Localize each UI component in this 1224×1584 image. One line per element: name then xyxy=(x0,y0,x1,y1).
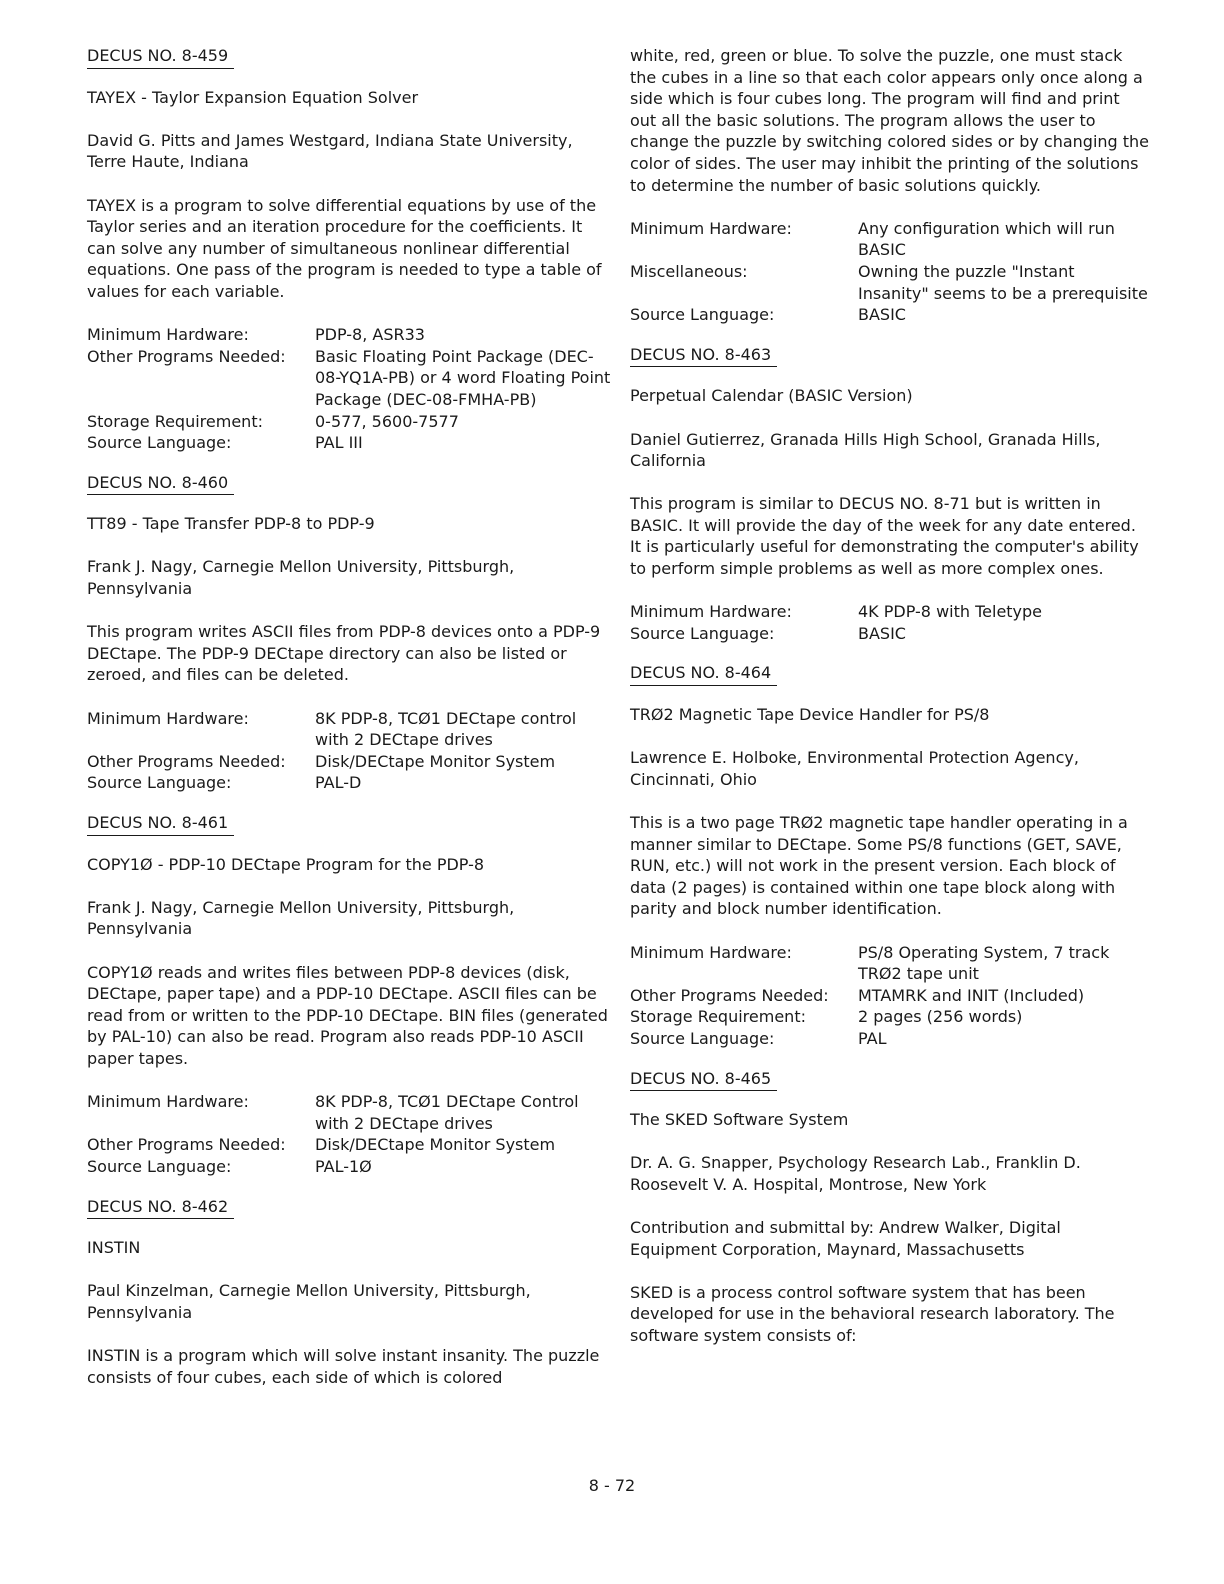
spec-value: PDP-8, ASR33 xyxy=(315,325,425,345)
entry-author: Paul Kinzelman, Carnegie Mellon University, Pittsburgh, Pennsylvania xyxy=(87,1281,531,1322)
spec-row xyxy=(87,432,612,454)
page-number: 8 - 72 xyxy=(588,1476,636,1495)
spec-row xyxy=(87,1134,612,1156)
spec-row xyxy=(630,601,1042,623)
entry-8-464 xyxy=(630,662,1150,1049)
spec-value: BASIC xyxy=(858,623,906,643)
spec-key: Other Programs Needed: xyxy=(87,751,286,771)
spec-value: PAL-D xyxy=(315,773,362,793)
spec-table xyxy=(87,708,612,794)
spec-table xyxy=(630,218,1150,326)
entry-8-460 xyxy=(87,472,612,794)
spec-row xyxy=(87,324,612,346)
entry-description: This program writes ASCII files from PDP-8 devices onto a PDP-9 DECtape. The PDP-9 DECtape directory can also be listed or zeroed, and files can be deleted. xyxy=(87,622,601,685)
entry-description: This program is similar to DECUS NO. 8-71 but is written in BASIC. It will provide the day of the week for any date entered. It is particularly useful for demonstrating the computer's ability to perform simple problems as well as more complex ones. xyxy=(630,494,1139,579)
entry-8-462-continued xyxy=(630,45,1150,326)
entry-author: Dr. A. G. Snapper, Psychology Research Lab., Franklin D. Roosevelt V. A. Hospital, Montrose, New York xyxy=(630,1153,1081,1194)
spec-key: Minimum Hardware: xyxy=(630,602,792,622)
spec-key: Minimum Hardware: xyxy=(630,942,792,962)
spec-value: 0-577, 5600-7577 xyxy=(315,411,459,431)
right-column xyxy=(630,45,1150,1347)
entry-description: TAYEX is a program to solve differential equations by use of the Taylor series and an iteration procedure for the coefficients. It can solve any number of simultaneous nonlinear differential equations. One pass of the program is needed to type a table of values for each variable. xyxy=(87,195,602,301)
spec-key: Miscellaneous: xyxy=(630,261,748,281)
entry-8-463 xyxy=(630,344,1150,645)
entry-title: INSTIN xyxy=(87,1238,141,1258)
entry-heading: DECUS NO. 8-460 xyxy=(87,472,234,496)
entry-contribution: Contribution and submittal by: Andrew Walker, Digital Equipment Corporation, Maynard, Massachusetts xyxy=(630,1218,1061,1259)
entry-description: COPY1Ø reads and writes files between PDP-8 devices (disk, DECtape, paper tape) and a PDP-10 DECtape. ASCII files can be read from or written to the PDP-10 DECtape. BIN files (generated by PAL-10) can also be read. Program also reads PDP-10 ASCII paper tapes. xyxy=(87,962,608,1068)
spec-key: Source Language: xyxy=(630,305,775,325)
spec-row xyxy=(630,218,1150,261)
entry-title: TT89 - Tape Transfer PDP-8 to PDP-9 xyxy=(87,514,375,534)
entry-heading: DECUS NO. 8-463 xyxy=(630,344,777,368)
entry-author: Frank J. Nagy, Carnegie Mellon University, Pittsburgh, Pennsylvania xyxy=(87,557,515,599)
entry-heading: DECUS NO. 8-464 xyxy=(630,662,777,686)
entry-description: SKED is a process control software system that has been developed for use in the behavioral research laboratory. The software system consists of: xyxy=(630,1282,1115,1346)
entry-heading: DECUS NO. 8-459 xyxy=(87,45,234,69)
spec-table xyxy=(630,601,1042,644)
spec-key: Source Language: xyxy=(87,1156,232,1176)
spec-value: Any configuration which will run BASIC xyxy=(858,218,1115,260)
spec-key: Minimum Hardware: xyxy=(87,1092,249,1112)
spec-row xyxy=(87,751,612,773)
spec-row xyxy=(630,985,1150,1007)
spec-value: 8K PDP-8, TCØ1 DECtape control with 2 DECtape drives xyxy=(315,708,577,750)
entry-title: TAYEX - Taylor Expansion Equation Solver xyxy=(87,87,419,107)
entry-title: COPY1Ø - PDP-10 DECtape Program for the PDP-8 xyxy=(87,854,485,874)
left-column xyxy=(87,45,612,1388)
spec-table xyxy=(630,942,1150,1050)
entry-description: INSTIN is a program which will solve instant insanity. The puzzle consists of four cubes, each side of which is colored xyxy=(87,1346,600,1387)
entry-author: Daniel Gutierrez, Granada Hills High School, Granada Hills, California xyxy=(630,429,1101,471)
entry-author: David G. Pitts and James Westgard, Indiana State University, Terre Haute, Indiana xyxy=(87,130,573,172)
spec-row xyxy=(87,411,612,433)
spec-row xyxy=(630,261,1150,304)
entry-heading: DECUS NO. 8-462 xyxy=(87,1196,234,1220)
spec-key: Other Programs Needed: xyxy=(630,985,829,1005)
spec-value: PAL-1Ø xyxy=(315,1156,372,1176)
entry-title: The SKED Software System xyxy=(630,1110,849,1130)
spec-row xyxy=(630,623,1042,645)
entry-8-459 xyxy=(87,45,612,454)
entry-title: Perpetual Calendar (BASIC Version) xyxy=(630,386,913,406)
spec-value: 2 pages (256 words) xyxy=(858,1007,1023,1027)
entry-8-465 xyxy=(630,1068,1150,1347)
spec-key: Minimum Hardware: xyxy=(87,325,249,345)
spec-value: 8K PDP-8, TCØ1 DECtape Control with 2 DECtape drives xyxy=(315,1092,579,1133)
spec-key: Source Language: xyxy=(87,433,232,453)
spec-row xyxy=(87,1156,612,1178)
spec-value: PAL xyxy=(858,1028,887,1048)
spec-key: Source Language: xyxy=(630,1028,775,1048)
spec-value: Disk/DECtape Monitor System xyxy=(315,751,556,771)
spec-value: PAL III xyxy=(315,433,363,453)
entry-heading: DECUS NO. 8-465 xyxy=(630,1068,777,1092)
spec-key: Source Language: xyxy=(87,773,232,793)
spec-table xyxy=(87,324,612,454)
spec-row xyxy=(630,1006,1150,1028)
spec-row xyxy=(87,772,612,794)
spec-row xyxy=(87,1091,612,1134)
spec-key: Minimum Hardware: xyxy=(630,218,792,238)
spec-table xyxy=(87,1091,612,1177)
spec-row xyxy=(87,346,612,411)
spec-key: Other Programs Needed: xyxy=(87,346,286,366)
spec-value: BASIC xyxy=(858,305,906,325)
spec-row xyxy=(630,942,1150,985)
spec-key: Minimum Hardware: xyxy=(87,708,249,728)
entry-8-462 xyxy=(87,1196,612,1389)
entry-author: Frank J. Nagy, Carnegie Mellon University, Pittsburgh, Pennsylvania xyxy=(87,897,515,939)
spec-key: Other Programs Needed: xyxy=(87,1135,286,1155)
entry-description: white, red, green or blue. To solve the puzzle, one must stack the cubes in a line so that each color appears only once along a side which is four cubes long. The program will find and print out all the basic solutions. The program allows the user to change the puzzle by switching colored sides or by changing the color of sides. The user may inhibit the printing of the solutions to determine the number of basic solutions quickly. xyxy=(630,46,1150,195)
spec-value: MTAMRK and INIT (Included) xyxy=(858,985,1085,1005)
spec-value: PS/8 Operating System, 7 track TRØ2 tape unit xyxy=(858,942,1110,984)
entry-description: This is a two page TRØ2 magnetic tape handler operating in a manner similar to DECtape. Some PS/8 functions (GET, SAVE, RUN, etc.) will not work in the present version. Each block of data (2 pages) is contained within one tape block along with parity and block number identification. xyxy=(630,813,1128,919)
entry-author: Lawrence E. Holboke, Environmental Protection Agency, Cincinnati, Ohio xyxy=(630,748,1079,789)
entry-8-461 xyxy=(87,812,612,1178)
entry-title: TRØ2 Magnetic Tape Device Handler for PS/8 xyxy=(630,705,990,725)
spec-key: Storage Requirement: xyxy=(87,411,263,431)
spec-value: Disk/DECtape Monitor System xyxy=(315,1135,556,1155)
spec-value: Basic Floating Point Package (DEC-08-YQ1A-PB) or 4 word Floating Point Package (DEC-08-FMHA-PB) xyxy=(315,346,611,409)
spec-key: Source Language: xyxy=(630,623,775,643)
spec-key: Storage Requirement: xyxy=(630,1007,806,1027)
spec-row xyxy=(630,304,1150,326)
spec-value: Owning the puzzle "Instant Insanity" seems to be a prerequisite xyxy=(858,261,1148,303)
entry-heading: DECUS NO. 8-461 xyxy=(87,812,234,836)
spec-row xyxy=(630,1028,1150,1050)
spec-row xyxy=(87,708,612,751)
spec-value: 4K PDP-8 with Teletype xyxy=(858,602,1043,622)
